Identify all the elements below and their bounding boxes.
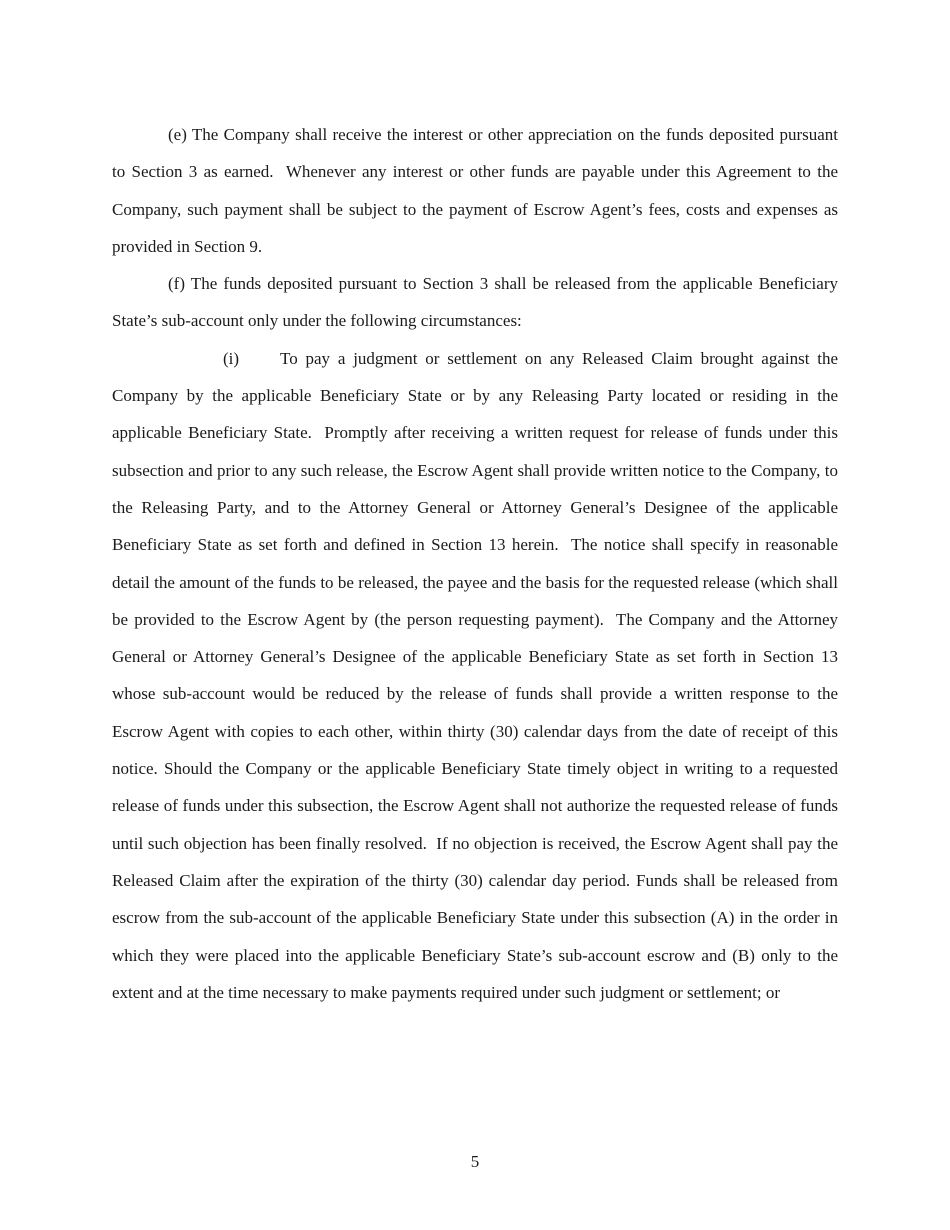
document-body: [112, 116, 838, 1011]
paragraph-f-i: [112, 340, 838, 1011]
paragraph-e: [112, 116, 838, 265]
paragraph-f-i-text: To pay a judgment or settlement on any Released Claim brought against the Company by the applicable Beneficiary State or by any Releasing Party located or residing in the applicable Beneficiary State. Promptly after receiving a written request for release of funds under this subsection and prior to any such release, the Escrow Agent shall provide written notice to the Company, to the Releasing Party, and to the Attorney General or Attorney General’s Designee of the applicable Beneficiary State as set forth and defined in Section 13 herein. The notice shall specify in reasonable detail the amount of the funds to be released, the payee and the basis for the requested release (which shall be provided to the Escrow Agent by (the person requesting payment). The Company and the Attorney General or Attorney General’s Designee of the applicable Beneficiary State as set forth in Section 13 whose sub-account would be reduced by the release of funds shall provide a written response to the Escrow Agent with copies to each other, within thirty (30) calendar days from the date of receipt of this notice. Should the Company or the applicable Beneficiary State timely object in writing to a requested release of funds under this subsection, the Escrow Agent shall not authorize the requested release of funds until such objection has been finally resolved. If no objection is received, the Escrow Agent shall pay the Released Claim after the expiration of the thirty (30) calendar day period. Funds shall be released from escrow from the sub-account of the applicable Beneficiary State under this subsection (A) in the order in which they were placed into the applicable Beneficiary State’s sub-account escrow and (B) only to the extent and at the time necessary to make payments required under such judgment or settlement; or: [112, 348, 838, 1002]
subsection-marker: (i): [223, 348, 240, 368]
paragraph-f-text: (f) The funds deposited pursuant to Section 3 shall be released from the applicable Beneficiary State’s sub-account only under the following circumstances:: [112, 274, 838, 331]
paragraph-f: [112, 265, 838, 340]
page-number: 5: [470, 1152, 480, 1171]
paragraph-e-text: (e) The Company shall receive the interest or other appreciation on the funds deposited pursuant to Section 3 as earned. Whenever any interest or other funds are payable under this Agreement to the Company, such payment shall be subject to the payment of Escrow Agent’s fees, costs and expenses as provided in Section 9.: [112, 125, 838, 256]
